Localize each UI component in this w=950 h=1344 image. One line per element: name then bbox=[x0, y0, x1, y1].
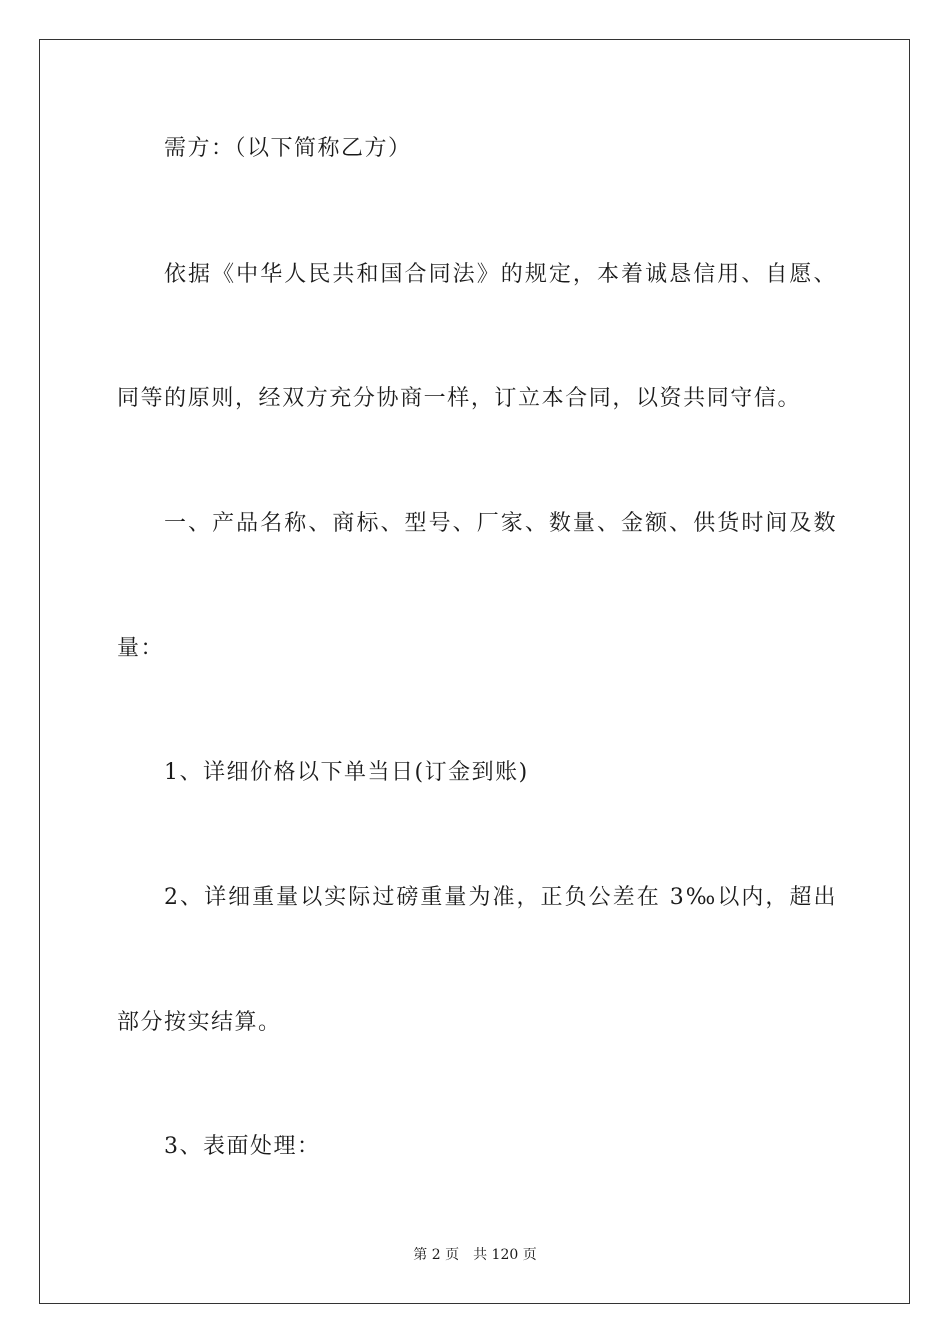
clause-2-weight-line-2: 部分按实结算。 bbox=[117, 1010, 282, 1035]
clause-2-weight-line-1: 2、详细重量以实际过磅重量为准，正负公差在 3‰以内，超出 bbox=[164, 885, 837, 910]
page-border bbox=[39, 39, 910, 1304]
clause-1-price: 1、详细价格以下单当日(订金到账) bbox=[164, 760, 529, 785]
section-heading-product-line-2: 量： bbox=[117, 636, 165, 661]
page-total: 共 120 页 bbox=[473, 1247, 537, 1263]
paragraph-buyer-party: 需方：（以下简称乙方） bbox=[164, 136, 412, 161]
page-number: 第 2 页 bbox=[413, 1247, 460, 1263]
clause-3-surface-treatment: 3、表面处理： bbox=[164, 1134, 321, 1159]
section-heading-product-line-1: 一、产品名称、商标、型号、厂家、数量、金额、供货时间及数 bbox=[164, 511, 837, 536]
page-footer bbox=[0, 1246, 950, 1264]
paragraph-legal-basis-line-1: 依据《中华人民共和国合同法》的规定，本着诚恳信用、自愿、 bbox=[164, 262, 837, 287]
paragraph-legal-basis-line-2: 同等的原则，经双方充分协商一样，订立本合同，以资共同守信。 bbox=[117, 386, 801, 411]
